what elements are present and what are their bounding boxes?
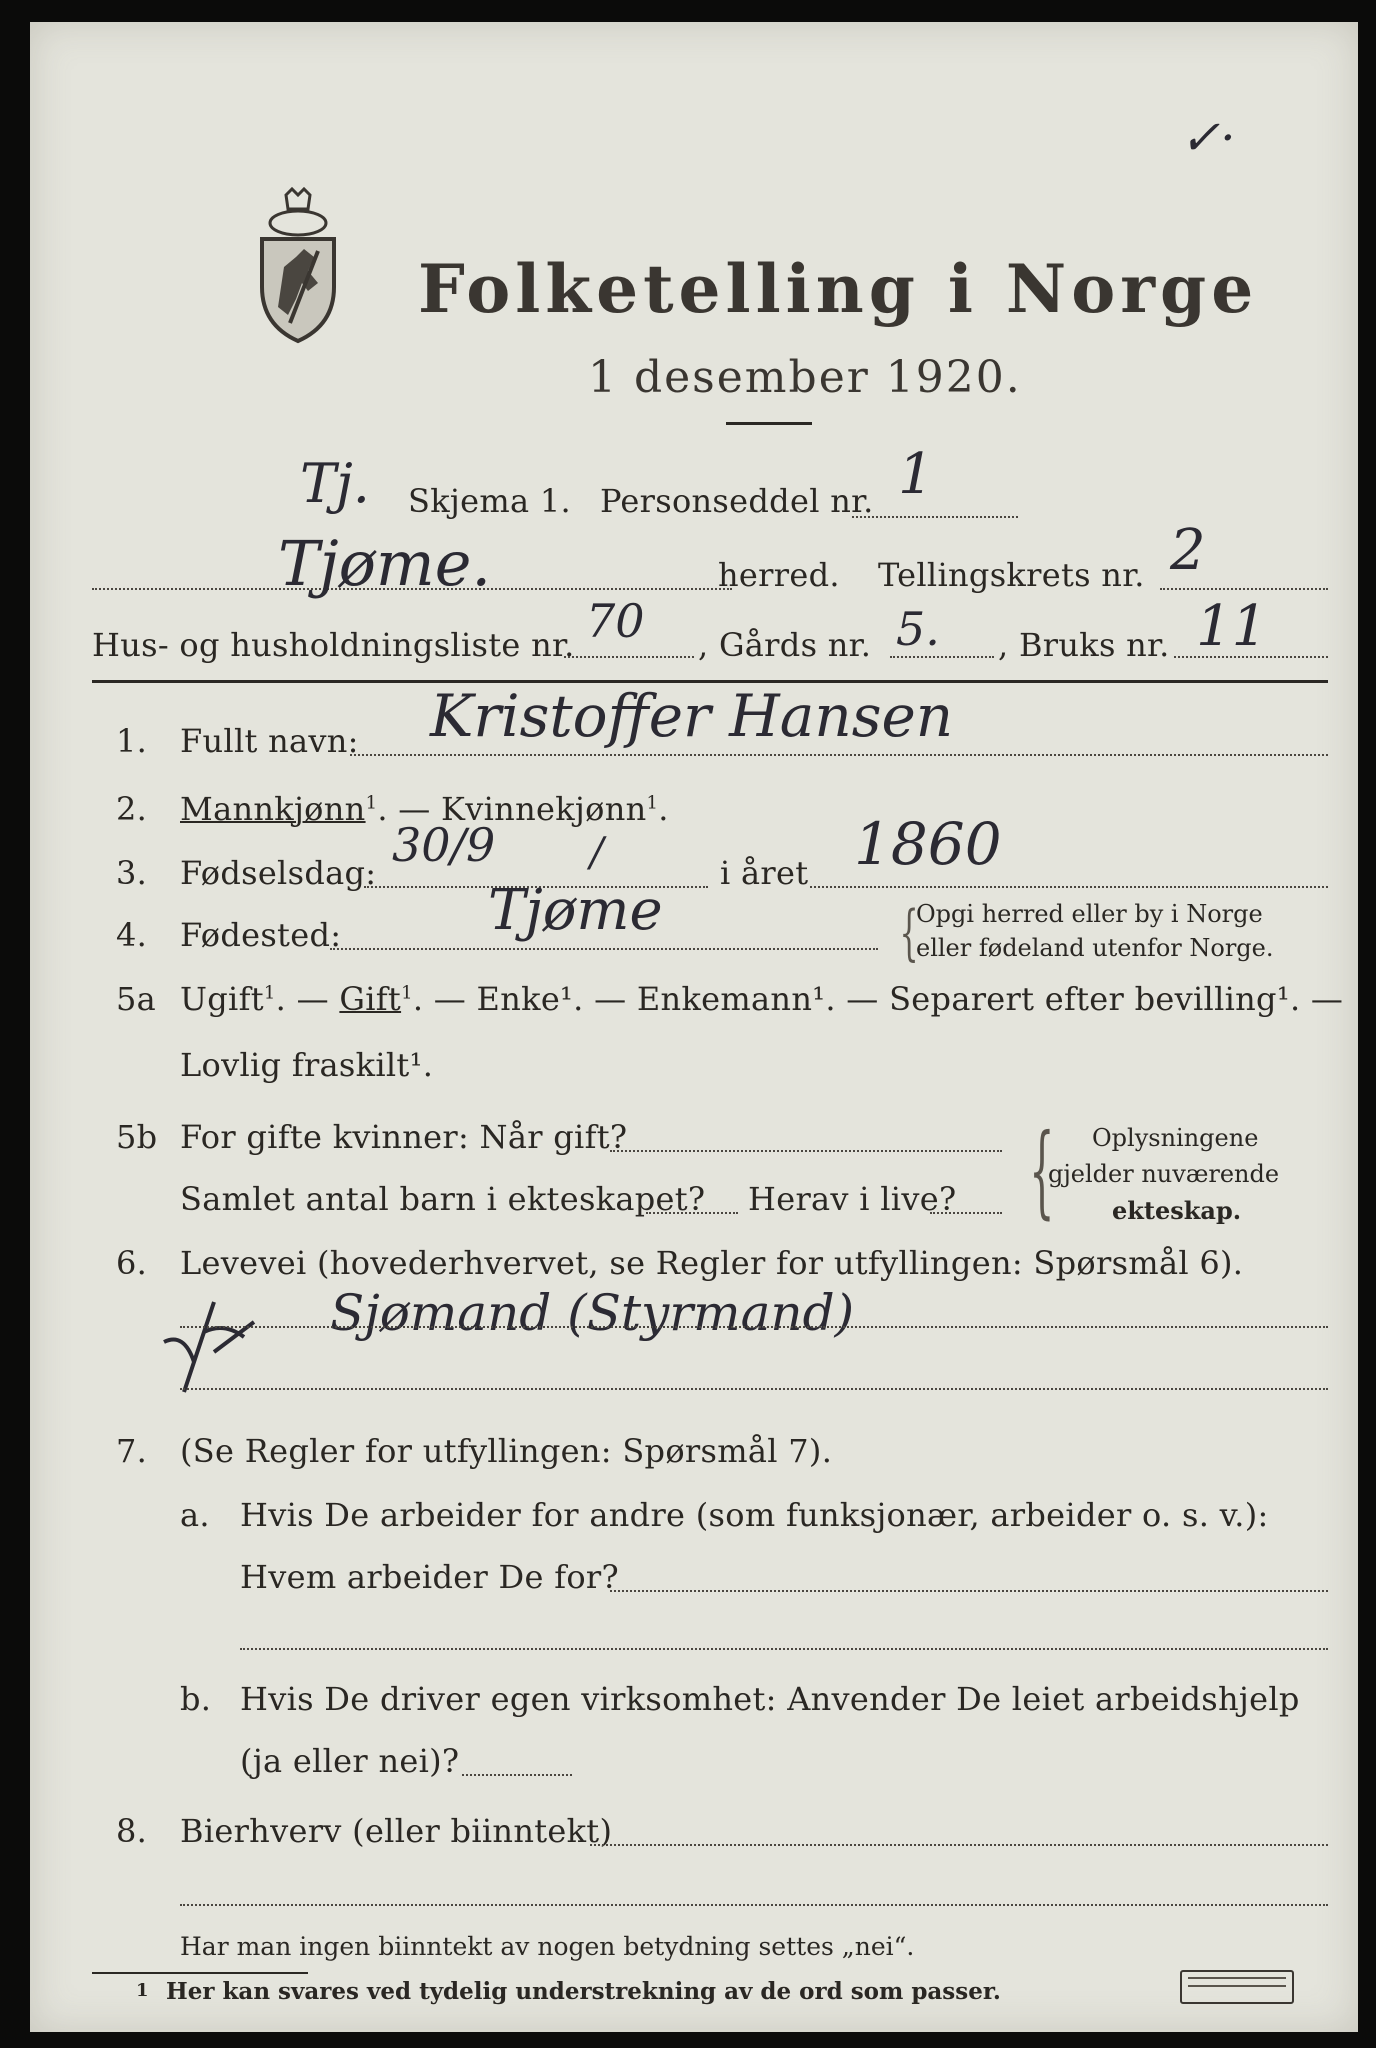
q4-birthplace-value[interactable]: Tjøme <box>488 878 663 943</box>
q2-mannkjonn-underlined[interactable]: Mannkjønn <box>180 790 366 828</box>
census-date: 1 desember 1920. <box>588 352 1022 403</box>
q4-label: Fødested: <box>180 916 342 954</box>
bruks-label: , Bruks nr. <box>998 626 1170 664</box>
q7a-text: Hvis De arbeider for andre (som funksjonær, arbeider o. s. v.): <box>240 1496 1269 1534</box>
schema-label: Skjema 1. <box>408 482 571 520</box>
coat-of-arms-icon <box>248 187 348 347</box>
q3-label: Fødselsdag: <box>180 854 377 892</box>
q4-number: 4. <box>116 916 148 954</box>
personseddel-label: Personseddel nr. <box>600 482 874 520</box>
q6-line2 <box>180 1388 1328 1390</box>
q1-label: Fullt navn: <box>180 722 359 760</box>
q5a-line2: Lovlig fraskilt¹. <box>180 1046 434 1084</box>
q3-year-label: i året <box>720 854 809 892</box>
q3-year-value[interactable]: 1860 <box>854 810 1002 878</box>
q7a-letter: a. <box>180 1496 210 1534</box>
hus-line <box>564 656 694 658</box>
q8-number: 8. <box>116 1812 148 1850</box>
hus-value[interactable]: 70 <box>586 594 645 648</box>
gards-label: , Gårds nr. <box>698 626 872 664</box>
q4-note-brace: { <box>899 898 919 968</box>
q5b-note-line3: ekteskap. <box>1112 1196 1242 1225</box>
q5b-number: 5b <box>116 1118 158 1156</box>
q7-number: 7. <box>116 1432 148 1470</box>
q5b-married-when-line <box>610 1150 1002 1152</box>
q5b-note-line2: gjelder nuværende <box>1048 1160 1280 1188</box>
q5b-children-line <box>646 1212 738 1214</box>
q7b-text: Hvis De driver egen virksomhet: Anvender De leiet arbeidshjelp <box>240 1680 1300 1718</box>
tellingskrets-line <box>1160 588 1328 590</box>
q7-label: (Se Regler for utfyllingen: Spørsmål 7). <box>180 1432 833 1470</box>
herred-label: herred. <box>718 556 840 594</box>
corner-check-mark: ✓· <box>1180 110 1236 166</box>
q1-full-name-value[interactable]: Kristoffer Hansen <box>430 682 954 750</box>
q3-birthdate-value[interactable]: 30/9 <box>392 818 496 872</box>
census-form-page <box>30 22 1358 2032</box>
tellingskrets-value[interactable]: 2 <box>1170 518 1206 583</box>
q8-line2 <box>180 1904 1328 1906</box>
q5b-alive-label: Herav i live? <box>748 1180 957 1218</box>
printer-stamp-logo <box>1180 1970 1294 2004</box>
hus-label: Hus- og husholdningsliste nr. <box>92 626 575 664</box>
bruks-value[interactable]: 11 <box>1196 594 1268 659</box>
q6-line1 <box>180 1326 1328 1328</box>
q7b-letter: b. <box>180 1680 212 1718</box>
personseddel-line <box>852 516 1018 518</box>
q7a-line2 <box>240 1648 1328 1650</box>
q1-number: 1. <box>116 722 148 760</box>
q7a-sub-label: Hvem arbeider De for? <box>240 1558 619 1596</box>
personseddel-value[interactable]: 1 <box>898 442 934 507</box>
q5b-married-when-label: For gifte kvinner: Når gift? <box>180 1118 628 1156</box>
footnote-mark: 1 <box>136 1980 149 2001</box>
q5a-number: 5a <box>116 980 157 1018</box>
q7b-sub-label: (ja eller nei)? <box>240 1742 460 1780</box>
herred-value[interactable]: Tjøme. <box>278 527 492 600</box>
q2-number: 2. <box>116 790 148 828</box>
q4-note-line1: Opgi herred eller by i Norge <box>916 900 1263 928</box>
tellingskrets-label: Tellingskrets nr. <box>878 556 1145 594</box>
title-divider <box>726 422 812 425</box>
q5a-marital-options: Ugift$^1$. — Gift$^1$. — Enke¹. — Enkemann¹. — Separert efter bevilling¹. — <box>180 980 1344 1018</box>
q8-line1 <box>590 1844 1328 1846</box>
q5b-note-line1: Oplysningene <box>1092 1124 1259 1152</box>
q6-occupation-value[interactable]: Sjømand (Styrmand) <box>330 1284 855 1342</box>
q8-label: Bierhverv (eller biinntekt) <box>180 1812 613 1850</box>
q7b-line <box>462 1774 572 1776</box>
herred-prefix-handwriting: Tj. <box>300 452 370 515</box>
form-title: Folketelling i Norge <box>418 250 1259 328</box>
q3-year-line <box>810 886 1328 888</box>
gards-value[interactable]: 5. <box>896 602 940 656</box>
q1-line <box>350 754 1328 756</box>
q7a-line1 <box>610 1590 1328 1592</box>
q2-gender-options: Mannkjønn$^1$. — Kvinnekjønn$^1$. <box>180 790 669 828</box>
gards-line <box>890 656 994 658</box>
q3-date-separator: / <box>590 830 604 876</box>
biinntekt-note: Har man ingen biinntekt av nogen betydning settes „nei“. <box>180 1932 915 1961</box>
q5b-alive-line <box>930 1212 1002 1214</box>
q6-label: Levevei (hovederhvervet, se Regler for utfyllingen: Spørsmål 6). <box>180 1244 1244 1282</box>
q4-note-line2: eller fødeland utenfor Norge. <box>916 934 1274 962</box>
footnote-divider <box>92 1972 308 1974</box>
q5b-note-brace: { <box>1029 1112 1055 1229</box>
q6-number: 6. <box>116 1244 148 1282</box>
q4-line <box>330 948 878 950</box>
q3-number: 3. <box>116 854 148 892</box>
q5a-gift-underlined[interactable]: Gift <box>339 980 402 1018</box>
footnote-text: Her kan svares ved tydelig understrekning av de ord som passer. <box>166 1978 1001 2005</box>
q5b-children-label: Samlet antal barn i ekteskapet? <box>180 1180 706 1218</box>
q6-strikethrough-scribble-icon <box>154 1292 264 1402</box>
